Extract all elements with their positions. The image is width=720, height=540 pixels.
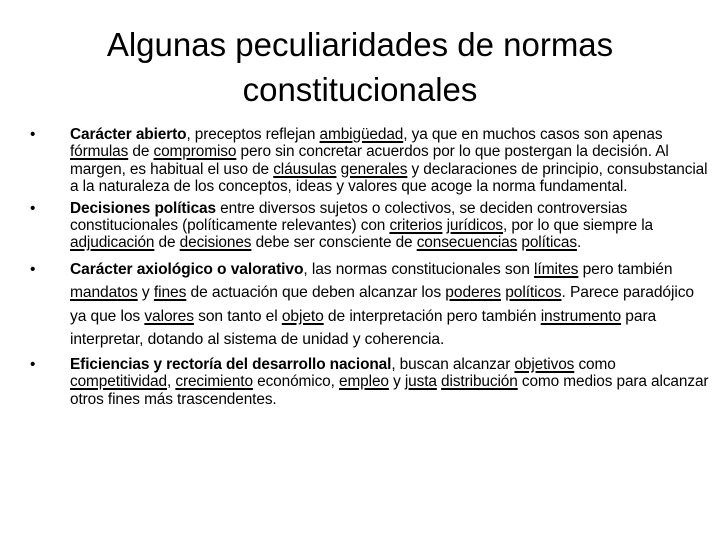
underlined-term: políticas — [521, 234, 577, 252]
text-run: , por lo que siempre la — [503, 217, 654, 235]
text-run: son tanto el — [193, 307, 282, 325]
title-line-1: Algunas peculiaridades de normas — [106, 26, 614, 63]
underlined-term: empleo — [339, 373, 389, 391]
bullet-heading: Carácter abierto — [70, 126, 187, 143]
text-run: . — [576, 234, 582, 252]
bullet-text — [70, 126, 710, 196]
text-run: de — [128, 143, 154, 161]
underlined-term: instrumento — [540, 307, 622, 325]
bullet-item-eficiencias — [26, 356, 710, 408]
underlined-term: cláusulas — [273, 160, 337, 178]
underlined-term: justa — [404, 373, 437, 391]
text-run: de interpretación pero también — [323, 307, 541, 325]
underlined-term: generales — [340, 160, 408, 178]
text-run: , preceptos reflejan — [186, 126, 320, 143]
text-run: de actuación que deben alcanzar los — [186, 284, 446, 302]
underlined-term: decisiones — [179, 234, 252, 252]
text-run: y — [388, 373, 405, 391]
text-run: pero también — [578, 260, 673, 278]
underlined-term: objeto — [281, 307, 324, 325]
underlined-term: mandatos — [70, 284, 138, 302]
underlined-term: límites — [534, 260, 579, 278]
text-run: entre diversos sujetos o colectivos, se deciden controversias constitucionales (políticamente relevantes) con — [70, 199, 628, 235]
underlined-term: consecuencias — [416, 234, 518, 252]
underlined-term: valores — [144, 307, 194, 325]
text-run: , buscan alcanzar — [391, 355, 515, 373]
text-run: . Parece paradójico ya que los — [70, 284, 694, 325]
underlined-term: crecimiento — [175, 373, 253, 391]
text-run: como medios para alcanzar otros fines más trascendentes. — [70, 373, 709, 408]
text-run: , ya que en muchos casos son apenas — [403, 126, 663, 143]
underlined-term: fórmulas — [70, 143, 129, 161]
text-run: , — [166, 373, 176, 391]
underlined-term: criterios — [389, 217, 443, 235]
underlined-term: jurídicos — [446, 217, 504, 235]
bullet-heading: Eficiencias y rectoría del desarrollo nacional — [70, 355, 392, 373]
underlined-term: competitividad — [70, 373, 167, 391]
bullet-item-caracter-axiologico — [26, 258, 710, 352]
bullet-text — [70, 356, 710, 408]
bullet-marker: • — [30, 260, 36, 278]
underlined-term: poderes — [445, 284, 501, 302]
bullet-heading: Decisiones políticas — [70, 199, 216, 217]
underlined-term: compromiso — [153, 143, 237, 161]
text-run: económico, — [252, 373, 339, 391]
bullet-heading: Carácter axiológico o valorativo — [70, 260, 304, 278]
bullet-list — [26, 126, 710, 408]
underlined-term: políticos — [505, 284, 562, 302]
slide-title — [40, 22, 680, 112]
underlined-term: fines — [153, 284, 187, 302]
text-run: , las normas constitucionales son — [303, 260, 535, 278]
title-line-2: constitucionales — [242, 71, 478, 108]
text-run: para interpretar, dotando al sistema de unidad y coherencia. — [70, 307, 657, 349]
bullet-text — [70, 200, 710, 252]
bullet-item-decisiones-politicas — [26, 200, 710, 252]
text-run: de — [154, 234, 180, 252]
bullet-marker: • — [30, 199, 36, 217]
text-run: pero sin concretar acuerdos por lo que postergan la decisión. Al margen, es habitual el uso de — [70, 143, 669, 178]
underlined-term: objetivos — [514, 355, 575, 373]
text-run: y — [137, 284, 154, 302]
underlined-term: ambigüedad — [319, 126, 404, 143]
bullet-marker: • — [30, 126, 36, 143]
text-run: y declaraciones de principio, consubstancial a la naturaleza de los conceptos, ideas y valores que acoge la norma fundamental. — [70, 160, 708, 196]
bullet-marker: • — [30, 355, 36, 373]
text-run: debe ser consciente de — [251, 234, 417, 252]
underlined-term: adjudicación — [70, 234, 155, 252]
underlined-term: distribución — [441, 373, 518, 391]
text-run: como — [574, 355, 616, 373]
bullet-text — [70, 258, 710, 352]
bullet-item-caracter-abierto — [26, 126, 710, 196]
